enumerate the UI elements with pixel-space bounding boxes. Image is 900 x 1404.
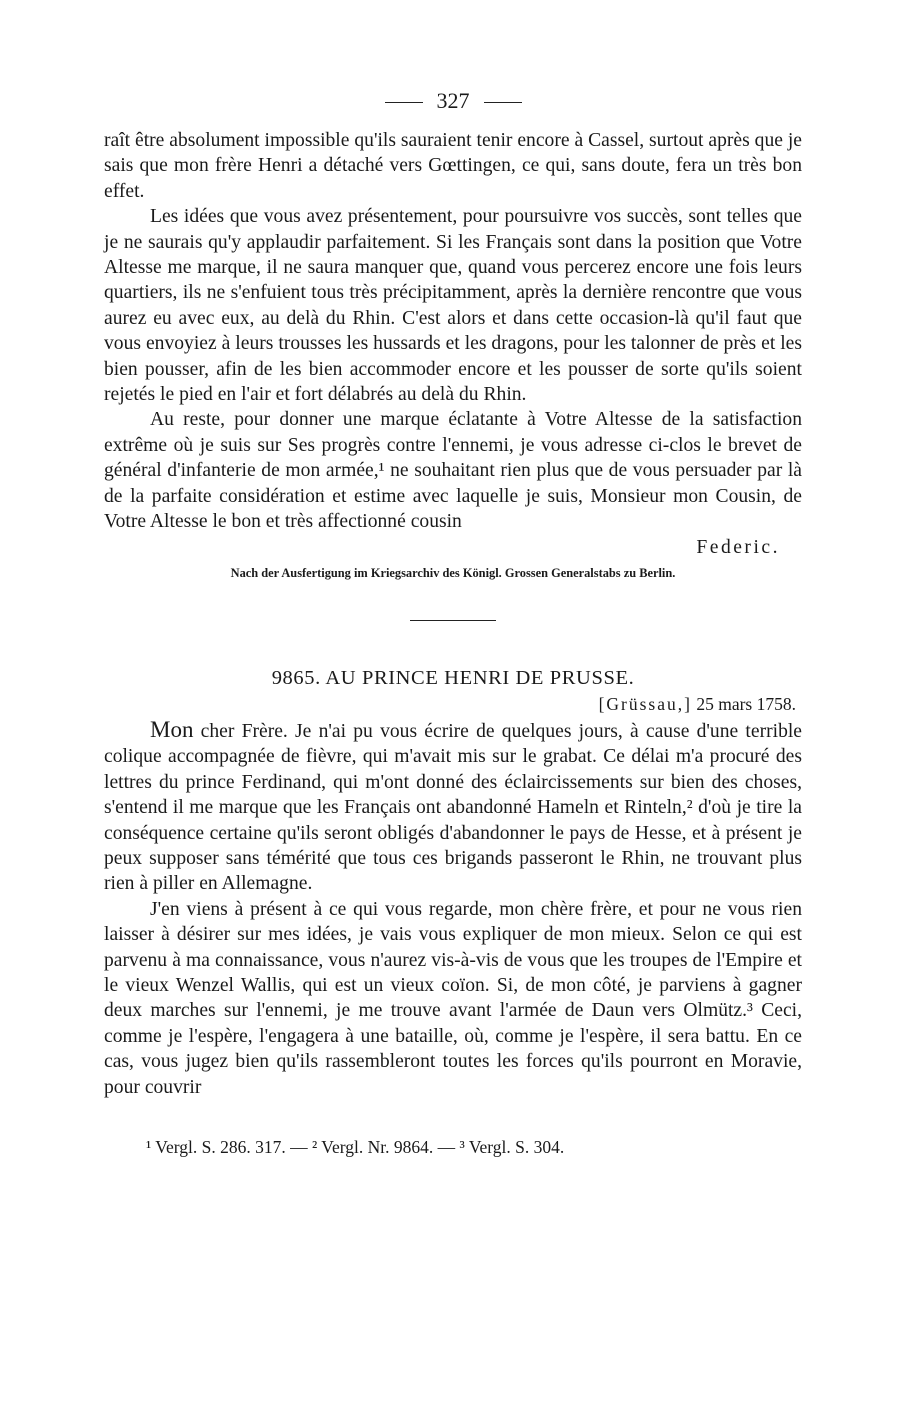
document-page bbox=[104, 84, 802, 1160]
salutation-initial: Mon bbox=[150, 716, 194, 742]
page-header bbox=[104, 84, 802, 118]
paragraph: J'en viens à présent à ce qui vous regarde, mon chère frère, et pour ne vous rien laisser à désirer sur mes idées, je vais vous expliquer de mon mieux. Selon ce qui est parvenu à ma connaissance, vous n'aurez vis-à-vis de vous que les troupes de l'Empire et le vieux Wenzel Wallis, qui est un vieux coïon. Si, de mon côté, je parviens à gagner deux marches sur l'ennemi, je me trouve avant l'armée de Daun vers Olmütz.³ Ceci, comme je l'espère, l'engagera à une bataille, où, comme je l'espère, il sera battu. En ce cas, vous jugez bien qu'ils rassembleront toutes les forces qu'ils pourront en Moravie, pour couvrir bbox=[104, 898, 802, 1098]
header-dash-left bbox=[385, 102, 423, 103]
header-dash-right bbox=[484, 102, 522, 103]
date-place: [Grüssau,] bbox=[598, 693, 692, 714]
source-note: Nach der Ausfertigung im Kriegsarchiv des Königl. Grossen Generalstabs zu Berlin. bbox=[230, 565, 676, 580]
date: 25 mars 1758. bbox=[696, 693, 796, 714]
footnotes: ¹ Vergl. S. 286. 317. — ² Vergl. Nr. 9864. — ³ Vergl. S. 304. bbox=[146, 1137, 565, 1157]
paragraph bbox=[104, 717, 802, 897]
paragraph: Au reste, pour donner une marque éclatante à Votre Altesse de la satisfaction extrême où je suis sur Ses progrès contre l'ennemi, je vous adresse ci-clos le brevet de général d'infanterie de mon armée,¹ ne souhaitant rien plus que de vous persuader par là de la parfaite considération et estime avec laquelle je suis, Monsieur mon Cousin, de Votre Altesse le bon et très affectionné cousin bbox=[104, 409, 802, 533]
paragraph-continued: raît être absolument impossible qu'ils sauraient tenir encore à Cassel, surtout après que je sais que mon frère Henri a détaché vers Gœttingen, ce qui, sans doute, fera un très bon effet. bbox=[104, 130, 802, 202]
letter-title: 9865. AU PRINCE HENRI DE PRUSSE. bbox=[271, 666, 635, 689]
paragraph: Les idées que vous avez présentement, pour poursuivre vos succès, sont telles que je ne saurais qu'y applaudir parfaitement. Si les Français sont dans la position que Votre Altesse me marque, il ne saura manquer que, quand vous percerez encore une fois leurs quartiers, ils ne s'enfuient tous très précipitamment, après la dernière rencontre que vous aurez eu avec eux, au delà du Rhin. C'est alors et dans cette occasion-là qu'il faut que vous envoyiez à leurs trousses les hussards et les dragons, pour les talonner de près et les bien pousser, afin de les bien accommoder encore et les pousser de sorte qu'ils soient rejetés le pied en l'air et fort délabrés au delà du Rhin. bbox=[104, 206, 802, 406]
dateline bbox=[104, 691, 802, 717]
section-separator bbox=[410, 620, 496, 621]
paragraph-text: cher Frère. Je n'ai pu vous écrire de quelques jours, à cause d'une terrible colique accompagnée de fièvre, qui m'avait mis sur le grabat. Ce délai m'a procuré des lettres du prince Ferdinand, qui m'ont donné des éclaircissements sur bien des choses, s'entend il me marque que les Français ont abandonné Hameln et Rinteln,² d'où je tire la conséquence certaine qu'ils seront obligés d'abandonner le pays de Hesse, et à présent je peux supposer sans témérité que tous ces brigands passeront le Rhin, ne trouvant plus rien à piller en Allemagne. bbox=[104, 720, 802, 895]
page-number: 327 bbox=[436, 88, 470, 113]
signature: Federic. bbox=[696, 536, 780, 558]
